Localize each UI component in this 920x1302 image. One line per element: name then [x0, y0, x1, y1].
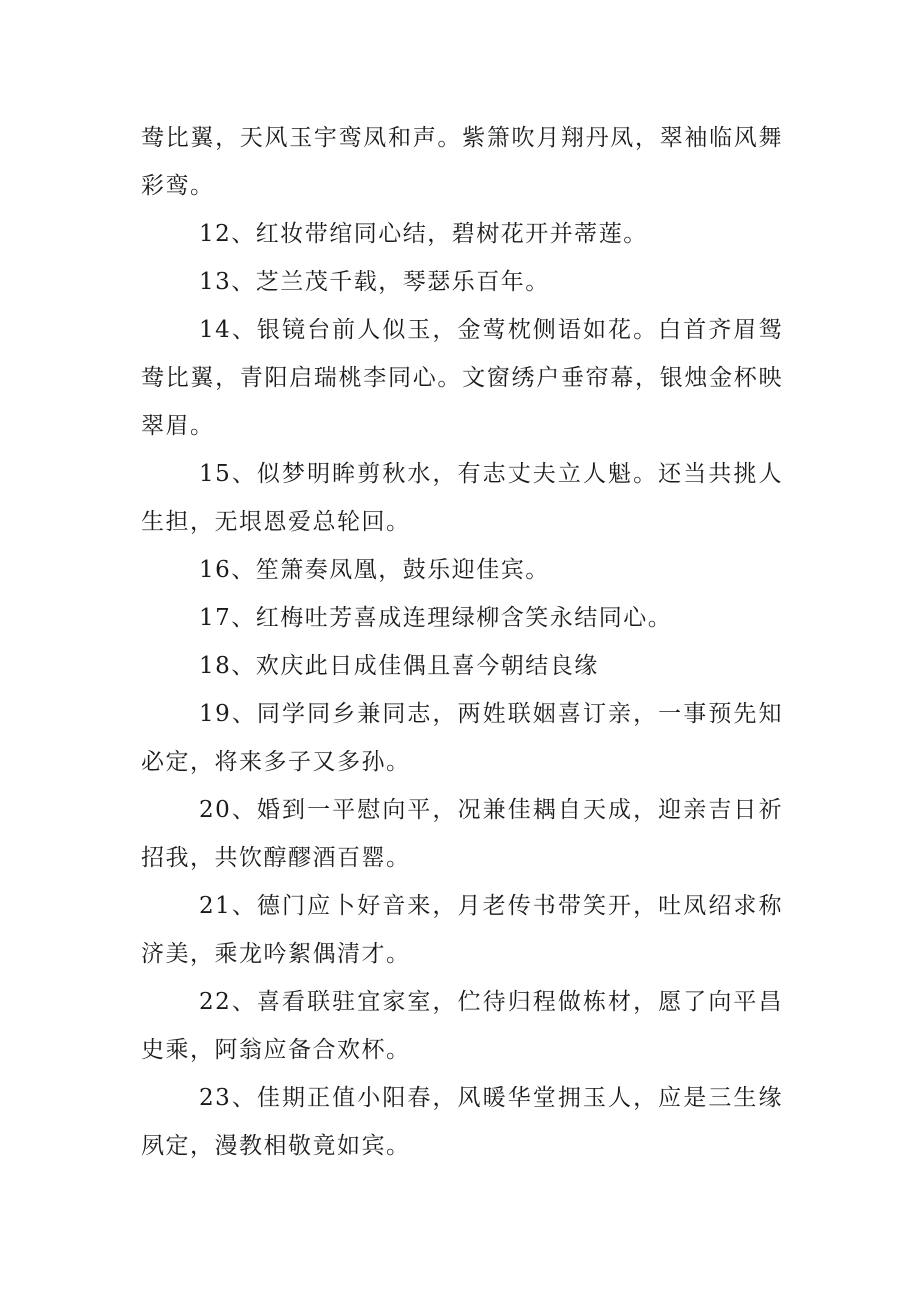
paragraph-continuation: 鸯比翼，天风玉宇鸾凤和声。紫箫吹月翔丹凤，翠袖临风舞彩鸾。	[141, 125, 783, 199]
paragraph-item-23: 23、佳期正值小阳春，风暖华堂拥玉人，应是三生缘夙定，漫教相敬竟如宾。	[141, 1085, 783, 1159]
paragraph-item-21: 21、德门应卜好音来，月老传书带笑开，吐凤绍求称济美，乘龙吟絮偶清才。	[141, 893, 783, 967]
paragraph-item-22: 22、喜看联驻宜家室，伫待归程做栋材，愿了向平昌史乘，阿翁应备合欢杯。	[141, 989, 783, 1063]
document-page	[141, 114, 783, 1170]
paragraph-item-13: 13、芝兰茂千载，琴瑟乐百年。	[199, 269, 550, 295]
paragraph-item-14: 14、银镜台前人似玉，金莺枕侧语如花。白首齐眉鸳鸯比翼，青阳启瑞桃李同心。文窗绣户垂帘幕，银烛金杯映翠眉。	[141, 317, 783, 439]
paragraph-item-16: 16、笙箫奏凤凰，鼓乐迎佳宾。	[199, 557, 550, 583]
paragraph-item-18: 18、欢庆此日成佳偶且喜今朝结良缘	[199, 653, 599, 679]
paragraph-item-19: 19、同学同乡兼同志，两姓联姻喜订亲，一事预先知必定，将来多子又多孙。	[141, 701, 783, 775]
paragraph-item-12: 12、红妆带绾同心结，碧树花开并蒂莲。	[199, 221, 648, 247]
paragraph-item-20: 20、婚到一平慰向平，况兼佳耦自天成，迎亲吉日祈招我，共饮醇醪酒百罂。	[141, 797, 783, 871]
paragraph-item-15: 15、似梦明眸剪秋水，有志丈夫立人魁。还当共挑人生担，无垠恩爱总轮回。	[141, 461, 783, 535]
paragraph-item-17: 17、红梅吐芳喜成连理绿柳含笑永结同心。	[199, 605, 673, 631]
